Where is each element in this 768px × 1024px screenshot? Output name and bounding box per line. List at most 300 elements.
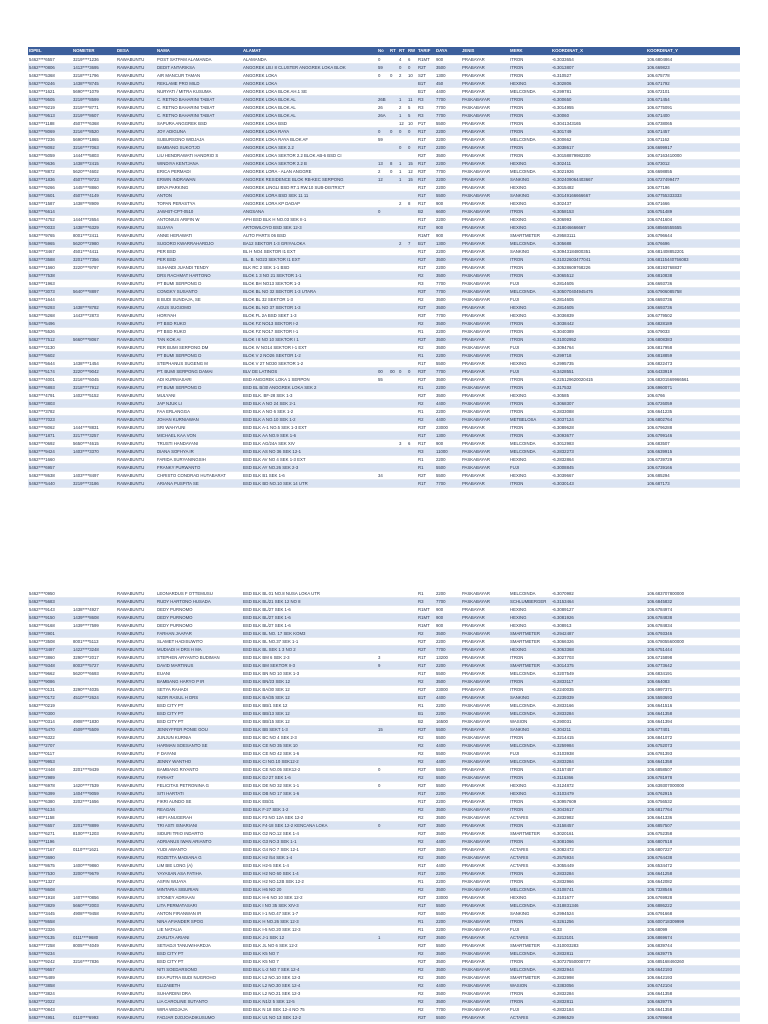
table-cell — [377, 982, 389, 990]
table-cell: RAWABUNTU — [116, 702, 156, 710]
table-cell: PASKABAYAR — [461, 96, 509, 104]
table-cell: 1444****8831 — [72, 424, 116, 432]
table-cell: RAWABUNTU — [116, 472, 156, 480]
table-cell: 106.6839744 — [646, 942, 740, 950]
table-cell: -6.3103938 — [551, 750, 646, 758]
table-cell: ITRON — [509, 990, 551, 998]
table-cell — [398, 902, 407, 910]
table-cell: 5462****9424 — [28, 448, 72, 456]
table-cell: 106.6858507 — [646, 766, 740, 774]
table-cell: 106.6699917 — [646, 144, 740, 152]
table-cell: BSD BLK I NO 35 SEK XIV-3 — [242, 902, 377, 910]
table-cell: BSD BLK BL 01 NO.8 NUSA LOKA UTR — [242, 590, 377, 598]
table-cell — [72, 702, 116, 710]
table-cell: R1MT — [417, 232, 435, 240]
table-cell — [377, 838, 389, 846]
table-row — [28, 686, 740, 694]
table-cell — [377, 184, 389, 192]
table-cell — [407, 598, 417, 606]
table-cell: 5462****6978 — [28, 782, 72, 790]
table-cell: 3216****7836 — [72, 958, 116, 966]
table-cell: 0 — [377, 208, 389, 216]
table-cell: RAWABUNTU — [116, 894, 156, 902]
table-cell: 106.678055600000 — [646, 638, 740, 646]
table-cell: 106.6693736 — [646, 280, 740, 288]
table-cell — [407, 630, 417, 638]
table-cell — [398, 598, 407, 606]
table-cell: ITRON — [509, 878, 551, 886]
table-cell: PRABAYAR — [461, 726, 509, 734]
table-row — [28, 232, 740, 240]
table-cell — [377, 280, 389, 288]
table-cell — [377, 272, 389, 280]
table-cell — [389, 416, 398, 424]
table-cell: 106.683707800000 — [646, 590, 740, 598]
table-cell — [389, 910, 398, 918]
table-cell: 5462****3508 — [28, 638, 72, 646]
table-cell: 5462****5489 — [28, 974, 72, 982]
table-cell: BSD CITY PT — [156, 958, 242, 966]
table-cell: ITRON — [509, 336, 551, 344]
table-cell: -6.2942487 — [551, 630, 646, 638]
table-cell — [398, 670, 407, 678]
table-cell: -6.3038442 — [551, 320, 646, 328]
table-cell: -6.305688 — [551, 240, 646, 248]
table-cell: MELCOINDA — [509, 702, 551, 710]
table-cell — [398, 966, 407, 974]
table-cell: BSD BLK K5 NO 7 — [242, 950, 377, 958]
table-cell — [398, 328, 407, 336]
table-cell: 2200 — [435, 790, 461, 798]
table-cell: 5462****9234 — [28, 950, 72, 958]
table-cell: 106.600718309999 — [646, 918, 740, 926]
table-row — [28, 966, 740, 974]
table-cell: PRABAYAR — [461, 176, 509, 184]
table-cell: RAWABUNTU — [116, 128, 156, 136]
table-cell: 5462****9557 — [28, 966, 72, 974]
table-cell: FARIDA SURYANINGSIH — [156, 456, 242, 464]
table-cell: R1 — [417, 328, 435, 336]
table-cell — [407, 614, 417, 622]
table-cell: 5462****9953 — [28, 758, 72, 766]
table-cell — [398, 846, 407, 854]
table-cell: 12 — [377, 176, 389, 184]
table-row — [28, 734, 740, 742]
table-cell — [407, 670, 417, 678]
table-cell: RAWABUNTU — [116, 168, 156, 176]
table-cell: JAP NJUK LI — [156, 400, 242, 408]
table-cell: BSD BLK BB/1 SEK 12 — [242, 702, 377, 710]
table-cell: -6.306993 — [551, 216, 646, 224]
table-cell — [377, 480, 389, 488]
table-cell: 106.6642082 — [646, 878, 740, 886]
table-cell: RAWABUNTU — [116, 1014, 156, 1022]
table-cell — [389, 998, 398, 1006]
table-cell: R1T — [417, 360, 435, 368]
table-cell: 5500 — [435, 910, 461, 918]
table-cell — [407, 766, 417, 774]
table-cell: PT BUMI SERPONG D — [156, 352, 242, 360]
table-cell — [389, 726, 398, 734]
table-cell: RAWABUNTU — [116, 670, 156, 678]
table-cell — [407, 758, 417, 766]
table-cell: PRABAYAR — [461, 670, 509, 678]
table-cell — [72, 352, 116, 360]
table-cell: BSD BLK BL/27 SEK 1-6 — [242, 622, 377, 630]
table-cell: AIR MANCUR TAMAN — [156, 72, 242, 80]
table-cell: R2 — [417, 966, 435, 974]
table-row — [28, 360, 740, 368]
table-cell: SUHANDI JUANDI TENDY — [156, 264, 242, 272]
table-cell — [72, 990, 116, 998]
table-cell: 3500 — [435, 822, 461, 830]
table-row — [28, 112, 740, 120]
table-cell: RAWABUNTU — [116, 814, 156, 822]
table-cell: 5462****9143 — [28, 606, 72, 614]
table-cell — [377, 686, 389, 694]
table-row — [28, 104, 740, 112]
table-cell: 3200****9679 — [72, 870, 116, 878]
table-cell — [389, 798, 398, 806]
table-cell: 5462****6957 — [28, 464, 72, 472]
table-cell — [389, 782, 398, 790]
table-cell: ITRON — [509, 480, 551, 488]
table-cell — [72, 320, 116, 328]
table-cell — [407, 304, 417, 312]
table-cell: RAWABUNTU — [116, 726, 156, 734]
table-cell: 1300 — [435, 240, 461, 248]
table-cell — [407, 464, 417, 472]
table-cell: 5462****6557 — [28, 56, 72, 64]
table-cell: RAWABUNTU — [116, 902, 156, 910]
table-cell: PASKABAYAR — [461, 950, 509, 958]
table-cell — [389, 870, 398, 878]
table-row — [28, 678, 740, 686]
table-cell: -6.3093677 — [551, 432, 646, 440]
table-cell — [377, 224, 389, 232]
table-cell: RAWABUNTU — [116, 878, 156, 886]
table-cell: BSD BLK L2 NO.10 SEK 12-3 — [242, 974, 377, 982]
table-cell: PRABAYAR — [461, 248, 509, 256]
table-cell — [377, 886, 389, 894]
table-cell: 7700 — [435, 312, 461, 320]
table-cell: DIANA SOFHYA IR — [156, 448, 242, 456]
table-cell: 7700 — [435, 646, 461, 654]
table-cell: WASION — [509, 982, 551, 990]
table-cell: R1T — [417, 176, 435, 184]
table-cell: 3201****9439 — [72, 766, 116, 774]
table-cell — [398, 718, 407, 726]
table-cell: 3500 — [435, 256, 461, 264]
table-row — [28, 88, 740, 96]
table-cell: RAWABUNTU — [116, 288, 156, 296]
table-cell: 106.6817958 — [646, 344, 740, 352]
column-header: NAMA — [156, 47, 242, 56]
table-cell: -6.2994524 — [551, 910, 646, 918]
table-cell: 2200 — [435, 638, 461, 646]
table-cell: 1 — [398, 160, 407, 168]
table-cell: REAGAN — [156, 806, 242, 814]
table-cell: RAWABUNTU — [116, 456, 156, 464]
table-cell — [398, 950, 407, 958]
table-cell — [398, 408, 407, 416]
table-cell: DEDY PURNOMO — [156, 614, 242, 622]
table-cell: 106.681408852201 — [646, 248, 740, 256]
table-cell — [389, 200, 398, 208]
table-cell: RAWABUNTU — [116, 950, 156, 958]
table-cell: 1 — [398, 96, 407, 104]
table-cell: -6.302806 — [551, 80, 646, 88]
table-cell: PASKABAYAR — [461, 168, 509, 176]
table-cell: 5462****1621 — [28, 88, 72, 96]
table-cell: BAMBANG HARYO P IR — [156, 678, 242, 686]
table-cell: PT BSD RUKO — [156, 320, 242, 328]
table-cell — [407, 272, 417, 280]
table-cell: 106.6741604 — [646, 216, 740, 224]
table-cell: R2 — [417, 734, 435, 742]
table-cell — [407, 424, 417, 432]
table-cell — [398, 998, 407, 1006]
table-cell: 5462****1644 — [28, 296, 72, 304]
table-cell: HEXING — [509, 614, 551, 622]
table-cell: 5 — [407, 104, 417, 112]
table-cell: BSD BLK U1 NO 13 SEK 12-2 — [242, 1014, 377, 1022]
table-cell: ITRON — [509, 96, 551, 104]
table-row — [28, 392, 740, 400]
table-cell: B1T — [417, 80, 435, 88]
table-cell: BSD BLK H NO.26 SEK 12-3 — [242, 918, 377, 926]
table-cell: 5462****1327 — [28, 878, 72, 886]
table-cell: 5620****6693 — [72, 670, 116, 678]
table-cell: R2 — [417, 750, 435, 758]
table-cell: PASKABAYAR — [461, 774, 509, 782]
table-row — [28, 288, 740, 296]
table-cell — [389, 1006, 398, 1014]
table-cell: 7700 — [435, 168, 461, 176]
table-cell — [407, 702, 417, 710]
table-cell: RAWABUNTU — [116, 598, 156, 606]
table-row — [28, 918, 740, 926]
table-cell: R2 — [417, 630, 435, 638]
table-cell: 5462****3803 — [28, 400, 72, 408]
table-cell — [377, 400, 389, 408]
table-cell: RAWABUNTU — [116, 248, 156, 256]
table-cell: 34 — [377, 472, 389, 480]
table-cell: -6.2833284 — [551, 710, 646, 718]
table-cell: 7700 — [435, 280, 461, 288]
table-cell: 106.6841072 — [646, 734, 740, 742]
table-row — [28, 942, 740, 950]
table-row — [28, 766, 740, 774]
table-cell: ITRON — [509, 128, 551, 136]
table-cell: R2 — [417, 838, 435, 846]
table-cell — [377, 144, 389, 152]
table-cell — [377, 304, 389, 312]
table-cell — [389, 424, 398, 432]
table-cell — [377, 590, 389, 598]
table-cell: 5500 — [435, 670, 461, 678]
table-cell: PRABAYAR — [461, 638, 509, 646]
table-cell — [389, 742, 398, 750]
table-cell: 00 — [389, 368, 398, 376]
table-cell: R2T — [417, 846, 435, 854]
table-cell: 7700 — [435, 112, 461, 120]
table-cell — [407, 950, 417, 958]
table-cell — [407, 974, 417, 982]
table-cell: 2200 — [435, 216, 461, 224]
table-cell: FUJI — [509, 750, 551, 758]
table-cell: RAWABUNTU — [116, 240, 156, 248]
table-cell: BSD BLK CE NO 35 SEK 10 — [242, 742, 377, 750]
table-cell — [398, 1006, 407, 1014]
table-cell: 2 — [398, 240, 407, 248]
table-cell: 3500 — [435, 152, 461, 160]
table-cell: 3500 — [435, 958, 461, 966]
table-cell: PRABAYAR — [461, 622, 509, 630]
table-cell — [398, 288, 407, 296]
table-cell: MELCOINDA — [509, 448, 551, 456]
table-cell: BSD BLK H2 NO.12B SEK 12-2 — [242, 878, 377, 886]
table-cell — [377, 966, 389, 974]
table-cell — [389, 966, 398, 974]
table-cell — [72, 838, 116, 846]
table-cell: R1T — [417, 216, 435, 224]
table-cell: BSD BLK AS NO 36 SEK 12-1 — [242, 448, 377, 456]
table-cell: -6.3063368 — [551, 646, 646, 654]
table-cell: PASKABAYAR — [461, 416, 509, 424]
column-header: KOORDINAT_X — [551, 47, 646, 56]
table-cell: 5462****7167 — [28, 846, 72, 854]
table-cell: 5462****9086 — [28, 678, 72, 686]
table-cell: HORIYAH — [156, 312, 242, 320]
table-cell: 106.6796288 — [646, 424, 740, 432]
table-cell: -6.29583111 — [551, 232, 646, 240]
table-cell — [377, 694, 389, 702]
table-cell: 4510****2624 — [72, 694, 116, 702]
table-cell: 106.6845832 — [646, 598, 740, 606]
table-cell: RAWABUNTU — [116, 216, 156, 224]
table-cell: PASKABAYAR — [461, 814, 509, 822]
table-cell: LIE NATALIA — [156, 926, 242, 934]
table-cell: BL. B. NO23 SEKTOR I1 EXT — [242, 256, 377, 264]
table-cell — [377, 854, 389, 862]
table-cell — [377, 870, 389, 878]
table-row — [28, 456, 740, 464]
table-cell: R2T — [417, 782, 435, 790]
table-cell: -6.3153464 — [551, 598, 646, 606]
table-cell — [377, 432, 389, 440]
table-cell: R1 — [417, 918, 435, 926]
table-row — [28, 1014, 740, 1022]
table-cell: ITRON — [509, 328, 551, 336]
table-cell: EKA PUTRA BUDI NUGROHO — [156, 974, 242, 982]
table-cell: MELCOINDA — [509, 240, 551, 248]
table-cell: B2 — [417, 718, 435, 726]
table-cell: YUDI AWANTO — [156, 846, 242, 854]
table-cell: PASKABAYAR — [461, 886, 509, 894]
table-cell — [377, 806, 389, 814]
table-cell: BSD BLK A NO.10 SEK 1-2 — [242, 416, 377, 424]
table-cell: R1 — [417, 702, 435, 710]
table-cell — [389, 392, 398, 400]
table-cell — [398, 974, 407, 982]
table-cell: ANGGREK LOKA BLOK AL — [242, 96, 377, 104]
table-row — [28, 184, 740, 192]
table-cell — [389, 950, 398, 958]
table-cell: 0 — [377, 56, 389, 64]
table-cell — [389, 152, 398, 160]
table-cell: 5462****0033 — [28, 224, 72, 232]
table-row — [28, 702, 740, 710]
table-cell: 106.669823 — [646, 64, 740, 72]
table-cell: BSD BLK BM 6 SEK 2-3 — [242, 654, 377, 662]
table-cell — [407, 782, 417, 790]
table-cell: 5462****6614 — [28, 208, 72, 216]
table-cell — [389, 224, 398, 232]
table-cell: RAWABUNTU — [116, 694, 156, 702]
table-cell: ITRON — [509, 256, 551, 264]
table-cell: PASKABAYAR — [461, 288, 509, 296]
table-cell: ACTARIS — [509, 846, 551, 854]
table-cell: 900 — [435, 614, 461, 622]
table-cell — [72, 296, 116, 304]
table-row — [28, 144, 740, 152]
table-cell: HEXING — [509, 80, 551, 88]
table-cell: 5500 — [435, 360, 461, 368]
table-cell: 5462****6134 — [28, 806, 72, 814]
table-cell: 106.6784974 — [646, 606, 740, 614]
table-row — [28, 368, 740, 376]
table-cell — [407, 296, 417, 304]
table-cell — [398, 942, 407, 950]
table-cell: R3 — [417, 104, 435, 112]
table-cell: BLOK I 8 NO 10 SEKTOR I 1 — [242, 336, 377, 344]
table-cell: PASKABAYAR — [461, 998, 509, 1006]
table-cell — [398, 480, 407, 488]
table-cell: RAWABUNTU — [116, 96, 156, 104]
table-cell: -6.3037124 — [551, 416, 646, 424]
table-cell: RAWABUNTU — [116, 1006, 156, 1014]
table-cell: ITRON — [509, 120, 551, 128]
table-cell: PRABAYAR — [461, 958, 509, 966]
table-cell: WINDIYA KENTJANA — [156, 160, 242, 168]
table-cell: 5462****6380 — [28, 798, 72, 806]
table-cell: FUJI — [509, 344, 551, 352]
table-cell — [389, 710, 398, 718]
table-cell: PASKABAYAR — [461, 280, 509, 288]
table-cell: 4908****9458 — [72, 910, 116, 918]
table-cell: ITRON — [509, 112, 551, 120]
table-cell: R1 — [417, 352, 435, 360]
table-cell: 23000 — [435, 424, 461, 432]
table-cell: R1T — [417, 662, 435, 670]
table-cell: DEDY PURNOMO — [156, 622, 242, 630]
table-cell: 106.68115440756083 — [646, 256, 740, 264]
table-cell: ANGGREK LOKA BLOK AH.1 SE — [242, 88, 377, 96]
table-cell: RAWABUNTU — [116, 200, 156, 208]
table-row — [28, 312, 740, 320]
table-cell: 106.5593693 — [646, 694, 740, 702]
table-cell: 3216****7063 — [72, 144, 116, 152]
table-cell: 3219****8607 — [72, 112, 116, 120]
table-cell: -6.290031 — [551, 718, 646, 726]
table-cell: 106.6802764 — [646, 416, 740, 424]
table-cell: 3500 — [435, 814, 461, 822]
table-cell: ANGGREK LOKA SEKTOR 2.2 B — [242, 160, 377, 168]
table-cell: ZARLITA ARIANI — [156, 934, 242, 942]
table-cell: 5462****2989 — [28, 774, 72, 782]
column-header: IDPEL — [28, 47, 72, 56]
